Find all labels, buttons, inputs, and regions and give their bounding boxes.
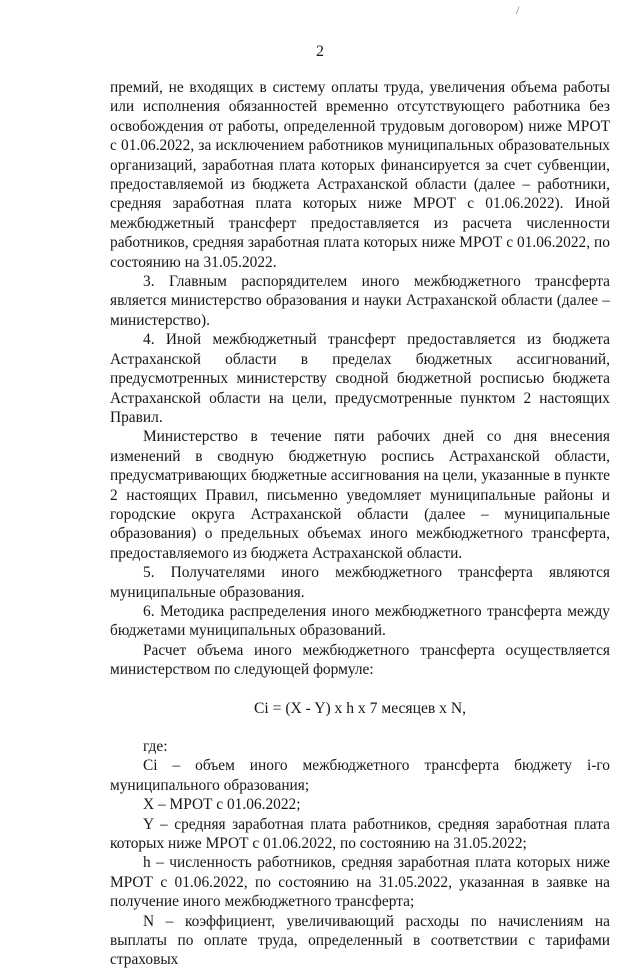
definition-ci: Ci – объем иного межбюджетного трансферта бюджету i-го муниципального образования; xyxy=(110,757,610,794)
definition-h: h – численность работников, средняя заработная плата которых ниже МРОТ с 01.06.2022, по состоянию на 31.05.2022, указанная в заявке на получение иного межбюджетного трансферта; xyxy=(110,854,610,911)
paragraph-item-6: 6. Методика распределения иного межбюджетного трансферта между бюджетами муниципальных образований. xyxy=(110,602,610,640)
paragraph-ministry-notice: Министерство в течение пяти рабочих дней со дня внесения изменений в сводную бюджетную роспись Астраханской области, предусматривающих бюджетные ассигнования на цели, указанные в пункте 2 настоящих Правил, письменно уведомляет муниципальные районы и городские округа Астраханской области (далее – муниципальные образования) о предельных объемах иного межбюджетного трансферта, предоставляемого из бюджета Астраханской области. xyxy=(110,428,610,562)
page-number: 2 xyxy=(316,43,324,60)
definition-n: N – коэффициент, увеличивающий расходы по начислениям на выплаты по оплате труда, определенный в соответствии с тарифами страховых xyxy=(110,912,610,969)
paragraph-item-4: 4. Иной межбюджетный трансферт предоставляется из бюджета Астраханской области в пределах бюджетных ассигнований, предусмотренных министерству сводной бюджетной росписью бюджета Астраханской области на цели, предусмотренные пунктом 2 настоящих Правил. xyxy=(110,331,610,426)
formula: Ci = (X - Y) x h x 7 месяцев x N, xyxy=(254,699,466,717)
where-label: где: xyxy=(143,738,168,755)
paragraph-item-3: 3. Главным распорядителем иного межбюджетного трансферта является министерство образования и науки Астраханской области (далее – министерство). xyxy=(110,273,610,329)
document-body xyxy=(110,78,610,970)
paragraph-continuation: премий, не входящих в систему оплаты труда, увеличения объема работы или исполнения обязанностей временно отсутствующего работника без освобождения от работы, определенной трудовым договором) ниже МРОТ с 01.06.2022, за исключением работников муниципальных образовательных организаций, заработная плата которых финансируется за счет субвенции, предоставляемой из бюджета Астраханской области (далее – работники, средняя заработная плата которых ниже МРОТ с 01.06.2022). Иной межбюджетный трансферт предоставляется из расчета численности работников, средняя заработная плата которых ниже МРОТ с 01.06.2022, по состоянию на 31.05.2022. xyxy=(110,79,610,271)
corner-mark: / xyxy=(516,3,520,17)
paragraph-calculation-intro: Расчет объема иного межбюджетного трансферта осуществляется министерством по следующей формуле: xyxy=(110,641,610,679)
paragraph-item-5: 5. Получателями иного межбюджетного трансферта являются муниципальные образования. xyxy=(110,564,610,601)
definition-y: Y – средняя заработная плата работников, средняя заработная плата которых ниже МРОТ с 01.06.2022, по состоянию на 31.05.2022; xyxy=(110,815,610,853)
definition-x: X – МРОТ с 01.06.2022; xyxy=(143,796,301,814)
